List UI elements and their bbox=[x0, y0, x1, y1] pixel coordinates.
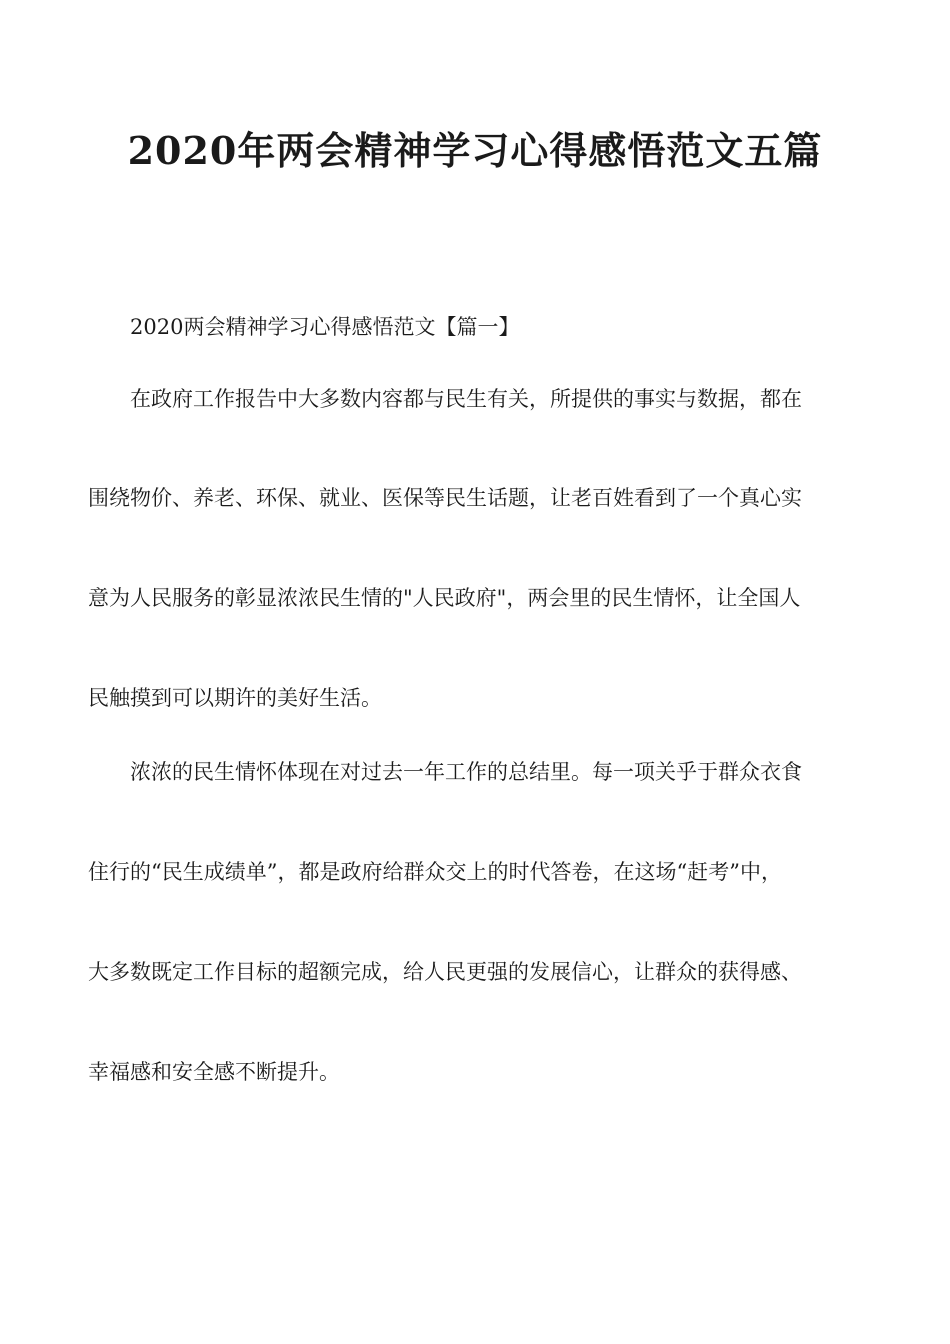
paragraph-1-line-2: 围绕物价、养老、环保、就业、医保等民生话题，让老百姓看到了一个真心实 bbox=[88, 486, 802, 510]
paragraph-1-line-4: 民触摸到可以期许的美好生活。 bbox=[88, 686, 382, 710]
paragraph-1-line-3: 意为人民服务的彰显浓浓民生情的"人民政府"，两会里的民生情怀，让全国人 bbox=[88, 586, 801, 610]
paragraph-2-line-1: 浓浓的民生情怀体现在对过去一年工作的总结里。每一项关乎于群众衣食 bbox=[130, 760, 802, 784]
paragraph-1-line-1: 在政府工作报告中大多数内容都与民生有关，所提供的事实与数据，都在 bbox=[130, 387, 802, 411]
section-heading: 2020两会精神学习心得感悟范文【篇一】 bbox=[130, 315, 520, 339]
paragraph-2-line-4: 幸福感和安全感不断提升。 bbox=[88, 1060, 340, 1084]
paragraph-2-line-2: 住行的“民生成绩单”，都是政府给群众交上的时代答卷，在这场“赶考”中， bbox=[88, 860, 782, 884]
document-title: 2020年两会精神学习心得感悟范文五篇 bbox=[127, 128, 823, 173]
paragraph-2-line-3: 大多数既定工作目标的超额完成，给人民更强的发展信心，让群众的获得感、 bbox=[88, 960, 802, 984]
